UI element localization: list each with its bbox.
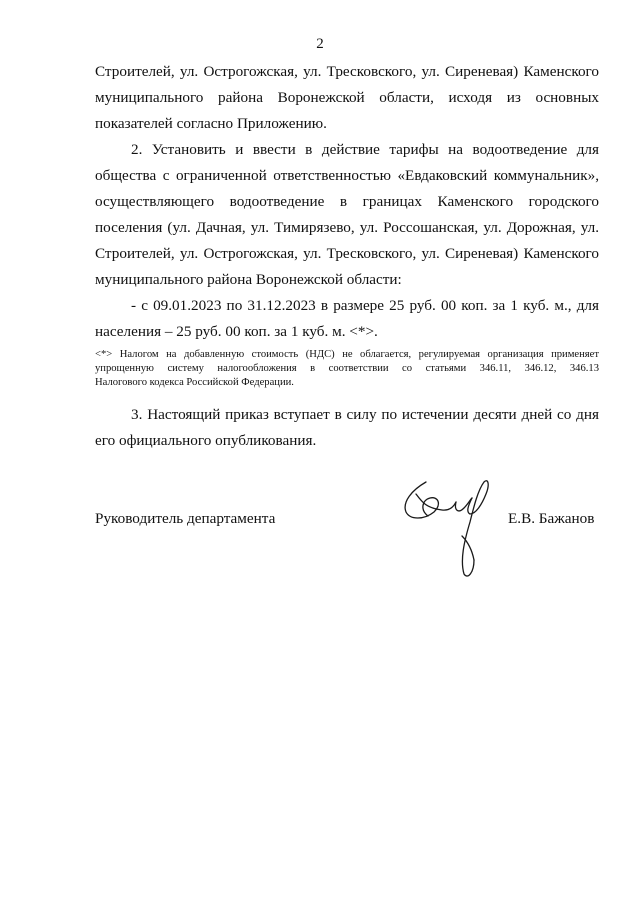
paragraph-2-line-2: общества с ограниченной ответственностью «Евдаковский коммунальник», — [95, 167, 599, 184]
paragraph-2-line-3: осуществляющего водоотведение в границах Каменского городского — [95, 193, 599, 210]
paragraph-3-line-1: 3. Настоящий приказ вступает в силу по истечении десяти дней со дня — [131, 406, 599, 423]
paragraph-3-line-2: его официального опубликования. — [95, 432, 317, 449]
paragraph-1-line-3: показателей согласно Приложению. — [95, 115, 327, 132]
paragraph-1-line-1: Строителей, ул. Острогожская, ул. Тресковского, ул. Сиреневая) Каменского — [95, 63, 599, 80]
paragraph-2-line-6: муниципального района Воронежской области: — [95, 271, 402, 288]
paragraph-2-line-1: 2. Установить и ввести в действие тарифы на водоотведение для — [131, 141, 599, 158]
tariff-line-1: - с 09.01.2023 по 31.12.2023 в размере 25 руб. 00 коп. за 1 куб. м., для — [131, 297, 599, 314]
tariff-line-2: населения – 25 руб. 00 коп. за 1 куб. м. <*>. — [95, 323, 378, 340]
paragraph-2-line-5: Строителей, ул. Острогожская, ул. Тресковского, ул. Сиреневая) Каменского — [95, 245, 599, 262]
signatory-name: Е.В. Бажанов — [508, 510, 595, 527]
footnote-line-2: упрощенную систему налогообложения в соответствии со статьями 346.11, 346.12, 346.13 — [95, 363, 599, 374]
paragraph-1-line-2: муниципального района Воронежской области, исходя из основных — [95, 89, 599, 106]
handwritten-signature — [398, 476, 506, 580]
page-number: 2 — [316, 36, 324, 52]
footnote-line-1: <*> Налогом на добавленную стоимость (НДС) не облагается, регулируемая организация применяет — [95, 349, 599, 360]
position-title: Руководитель департамента — [95, 510, 276, 527]
paragraph-2-line-4: поселения (ул. Дачная, ул. Тимирязево, ул. Россошанская, ул. Дорожная, ул. — [95, 219, 599, 236]
footnote-line-3: Налогового кодекса Российской Федерации. — [95, 377, 294, 388]
